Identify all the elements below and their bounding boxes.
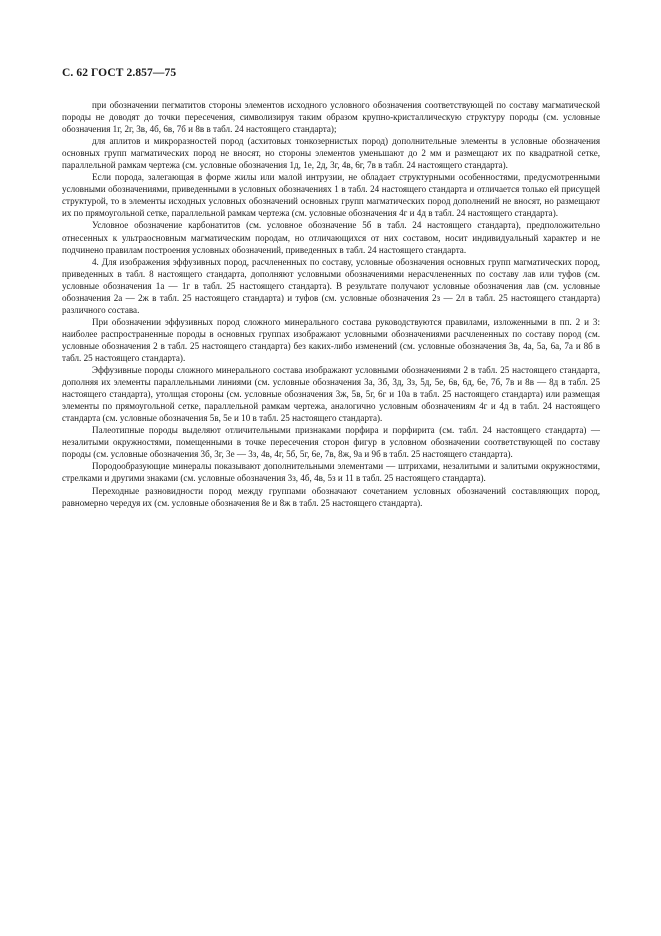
paragraph: Породообразующие минералы показывают дополнительными элементами — штрихами, незалитыми и залитыми окружностями, стрелками и другими знаками (см. условные обозначения 3з, 4б, 4в, 5з и 11 в табл. 25 настоящего стандарта).	[62, 461, 600, 484]
paragraph: 4. Для изображения эффузивных пород, расчлененных по составу, условные обозначения основных групп магматических пород, приведенных в табл. 8 настоящего стандарта, дополняют условными обозначениями нерасчлененных по составу лав или туфов (см. условные обозначения 1а — 1г в табл. 25 настоящего стандарта). В результате получают условные обозначения лав (см. условные обозначения 2а — 2ж в табл. 25 настоящего стандарта) и туфов (см. условные обозначения 2з — 2л в табл. 25 настоящего стандарта) различного состава.	[62, 256, 600, 315]
document-body	[62, 99, 600, 509]
paragraph: при обозначении пегматитов стороны элементов исходного условного обозначения соответствующей по составу магматической породы не доводят до точки пересечения, символизируя таким образом крупно-кристаллическую структуру породы (см. условные обозначения 1г, 2г, 3в, 4б, 6в, 7б и 8в в табл. 24 настоящего стандарта);	[62, 100, 600, 135]
paragraph: Палеотипные породы выделяют отличительными признаками порфира и порфирита (см. табл. 24 настоящего стандарта) — незалитыми окружностями, помещенными в точке пересечения сторон фигур в условном обозначении соответствующей по составу породы (см. условные обозначения 3б, 3г, 3е — 3з, 4в, 4г, 5б, 5г, 6е, 7в, 8ж, 9а и 9б в табл. 25 настоящего стандарта).	[62, 425, 600, 460]
paragraph: Условное обозначение карбонатитов (см. условное обозначение 5б в табл. 24 настоящего стандарта), предположительно отнесенных к ультраосновным магматическим породам, но отличающихся от них составом, носит индивидуальный характер и не подчинено правилам построения условных обозначений, приведенных в табл. 24 настоящего стандарта.	[62, 220, 600, 255]
paragraph: При обозначении эффузивных пород сложного минерального состава руководствуются правилами, изложенными в пп. 2 и 3: наиболее распространенные породы в основных группах изображают условными обозначениями расчлененных по составу пород (см. условные обозначения 2 в табл. 25 настоящего стандарта) без каких-либо изменений (см. условные обозначения 3в, 4а, 5а, 6а, 7а и 8б в табл. 25 настоящего стандарта).	[62, 316, 600, 363]
paragraph: для аплитов и микроразностей пород (асхитовых тонкозернистых пород) дополнительные элементы в условные обозначения основных групп магматических пород не вносят, но стороны элементов уменьшают до 2 мм и размещают их по квадратной сетке, параллельной рамкам чертежа (см. условные обозначения 1д, 1е, 2д, 3г, 4в, 6г, 7в в табл. 24 настоящего стандарта).	[62, 136, 600, 171]
page-header: С. 62 ГОСТ 2.857—75	[62, 67, 177, 79]
paragraph: Эффузивные породы сложного минерального состава изображают условными обозначениями 2 в табл. 25 настоящего стандарта, дополняя их элементы параллельными линиями (см. условные обозначения 3а, 3б, 3д, 3з, 5д, 5е, 6в, 6д, 6е, 7б, 7в и 8в — 8д в табл. 25 настоящего стандарта), утолщая стороны (см. условные обозначения 3ж, 5в, 5г, 6г и 10а в табл. 25 настоящего стандарта) или размещая элементы по прямоугольной сетке, параллельной рамкам чертежа, аналогично условным обозначениям 4г и 4д в табл. 24 настоящего стандарта (см. условные обозначения 5в, 5е и 10 в табл. 25 настоящего стандарта).	[62, 365, 600, 424]
paragraph: Если порода, залегающая в форме жилы или малой интрузии, не обладает структурными особенностями, предусмотренными условными обозначениями, приведенными в условных обозначениях 1 в табл. 24 настоящего стандарта и отличается только ей присущей структурой, то в элементы исходных условных обозначений основных групп магматических пород дополнений не вносят, но размещают их по прямоугольной сетке, параллельной рамкам чертежа (см. условные обозначения 4г и 4д в табл. 24 настоящего стандарта).	[62, 172, 600, 219]
paragraph: Переходные разновидности пород между группами обозначают сочетанием условных обозначений составляющих пород, равномерно чередуя их (см. условные обозначения 8е и 8ж в табл. 25 настоящего стандарта).	[62, 485, 600, 508]
